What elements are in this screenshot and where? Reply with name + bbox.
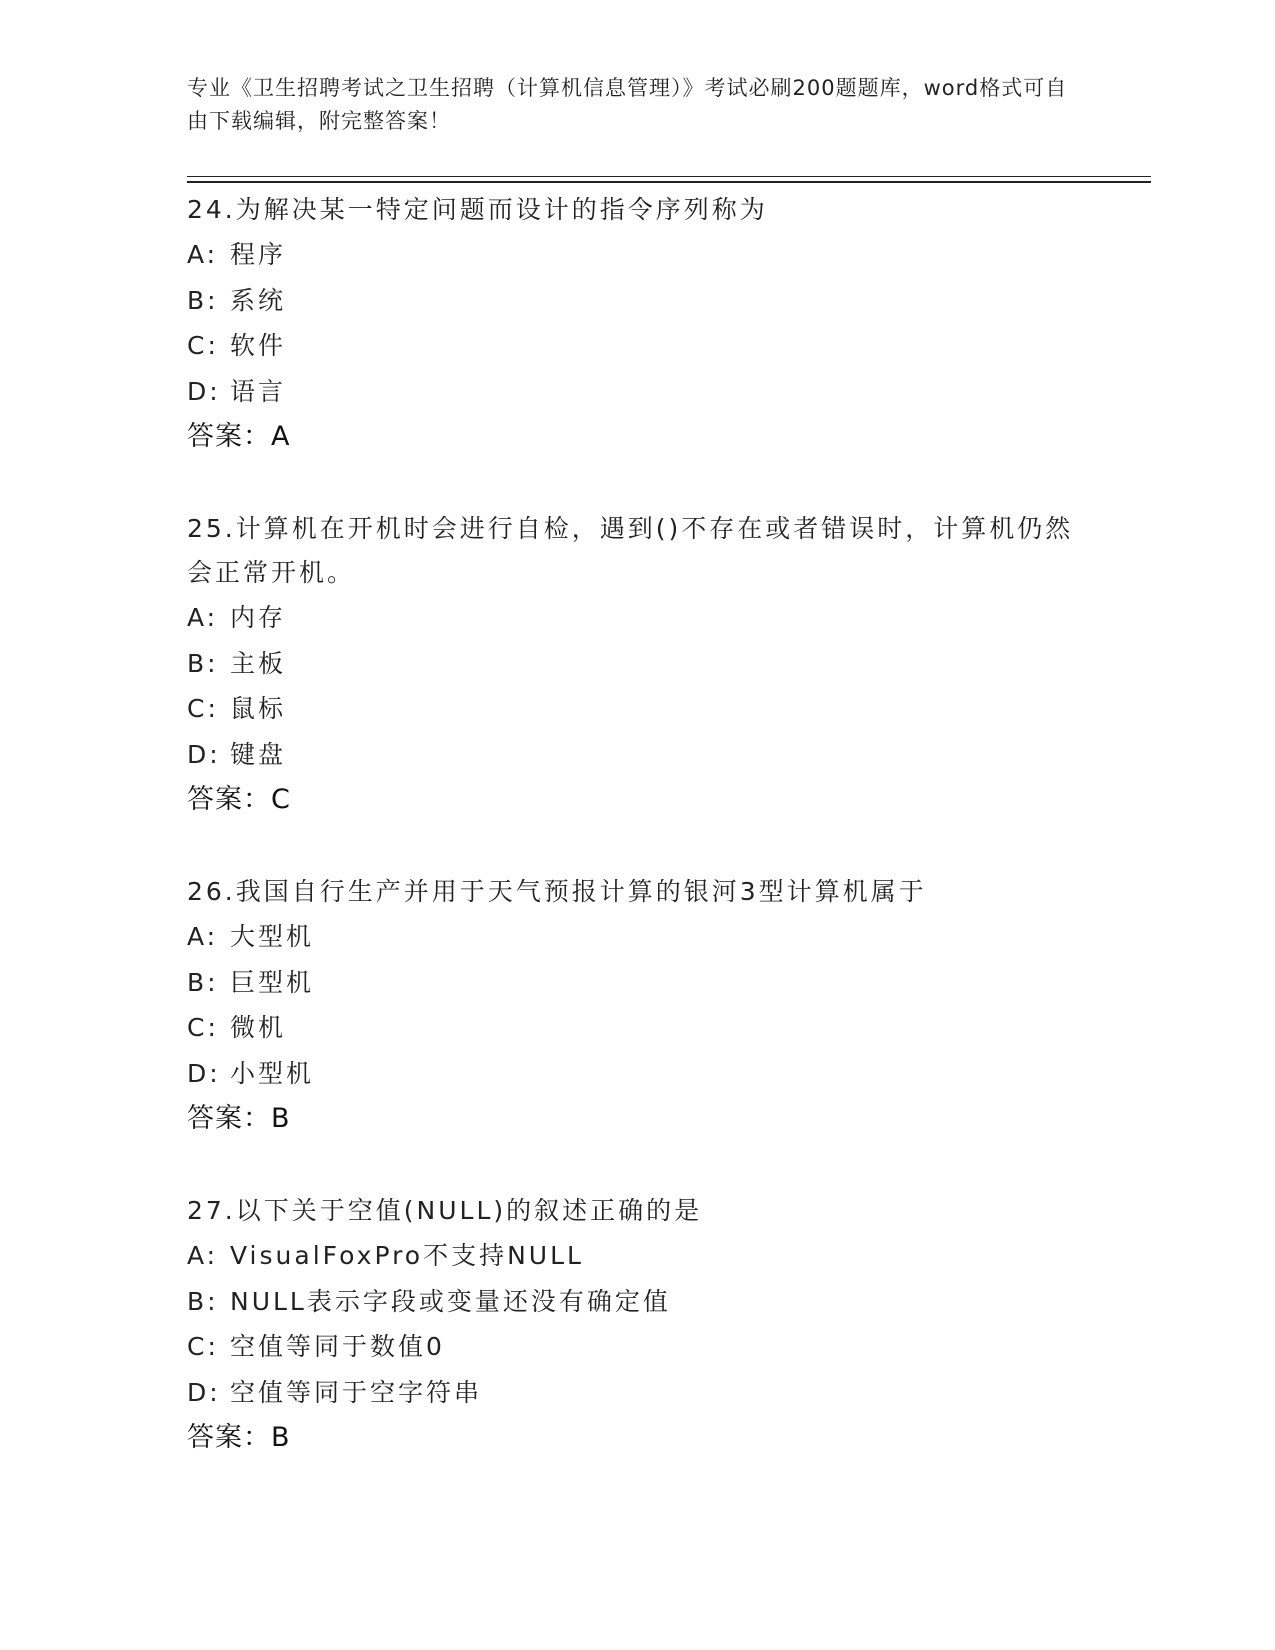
answer-key: 答案：B — [187, 1422, 291, 1453]
option-text: 巨型机 — [230, 967, 315, 997]
answer-key: 答案：A — [187, 421, 291, 452]
option-text: 软件 — [230, 331, 287, 360]
option-a — [187, 232, 1087, 278]
document-header: 专业《卫生招聘考试之卫生招聘（计算机信息管理）》考试必刷200题题库，word格式可自由下载编辑，附完整答案！ — [187, 76, 1068, 133]
option-d — [187, 1051, 1087, 1097]
option-c — [187, 1005, 1087, 1051]
option-letter: A: — [187, 603, 219, 632]
option-letter: C: — [187, 1332, 219, 1361]
question-stem: 26.我国自行生产并用于天气预报计算的银河3型计算机属于 — [187, 877, 927, 906]
option-letter: A: — [187, 240, 219, 269]
option-b — [187, 960, 1087, 1006]
answer-key: 答案：C — [187, 784, 291, 815]
option-letter: D: — [187, 739, 221, 769]
option-text: 微机 — [230, 1013, 287, 1042]
option-c — [187, 1324, 1087, 1370]
option-letter: B: — [187, 285, 219, 315]
option-c — [187, 686, 1087, 732]
option-c — [187, 323, 1087, 369]
option-text: 鼠标 — [230, 694, 287, 723]
option-letter: D: — [187, 1058, 221, 1088]
option-letter: C: — [187, 331, 219, 360]
answer-key: 答案：B — [187, 1103, 291, 1134]
question-24 — [187, 188, 1087, 460]
option-text: VisualFoxPro不支持NULL — [230, 1241, 584, 1270]
option-text: 空值等同于空字符串 — [230, 1377, 483, 1407]
question-stem: 25.计算机在开机时会进行自检，遇到()不存在或者错误时，计算机仍然会正常开机。 — [187, 514, 1074, 587]
option-letter: B: — [187, 967, 219, 997]
option-text: NULL表示字段或变量还没有确定值 — [230, 1286, 671, 1316]
header-divider-thick — [187, 181, 1151, 183]
option-d — [187, 1370, 1087, 1416]
option-d — [187, 369, 1087, 415]
option-letter: C: — [187, 694, 219, 723]
option-a — [187, 1233, 1087, 1279]
option-text: 空值等同于数值0 — [230, 1332, 445, 1361]
question-stem: 27.以下关于空值(NULL)的叙述正确的是 — [187, 1196, 703, 1225]
option-a — [187, 914, 1087, 960]
question-stem: 24.为解决某一特定问题而设计的指令序列称为 — [187, 195, 768, 224]
option-text: 语言 — [230, 376, 287, 406]
option-letter: B: — [187, 1286, 219, 1316]
option-letter: A: — [187, 922, 219, 951]
option-letter: C: — [187, 1013, 219, 1042]
option-d — [187, 732, 1087, 778]
question-27 — [187, 1189, 1087, 1461]
option-text: 小型机 — [230, 1058, 315, 1088]
option-b — [187, 641, 1087, 687]
option-letter: D: — [187, 1377, 221, 1407]
option-text: 大型机 — [230, 922, 315, 951]
option-text: 内存 — [230, 603, 287, 632]
option-text: 程序 — [230, 240, 287, 269]
option-a — [187, 595, 1087, 641]
option-text: 主板 — [230, 648, 287, 678]
option-b — [187, 1279, 1087, 1325]
option-letter: D: — [187, 376, 221, 406]
option-letter: B: — [187, 648, 219, 678]
question-25 — [187, 507, 1087, 823]
header-divider-thin — [187, 176, 1151, 177]
question-26 — [187, 870, 1087, 1142]
option-b — [187, 278, 1087, 324]
option-letter: A: — [187, 1241, 219, 1270]
option-text: 键盘 — [230, 739, 287, 769]
option-text: 系统 — [230, 285, 287, 315]
